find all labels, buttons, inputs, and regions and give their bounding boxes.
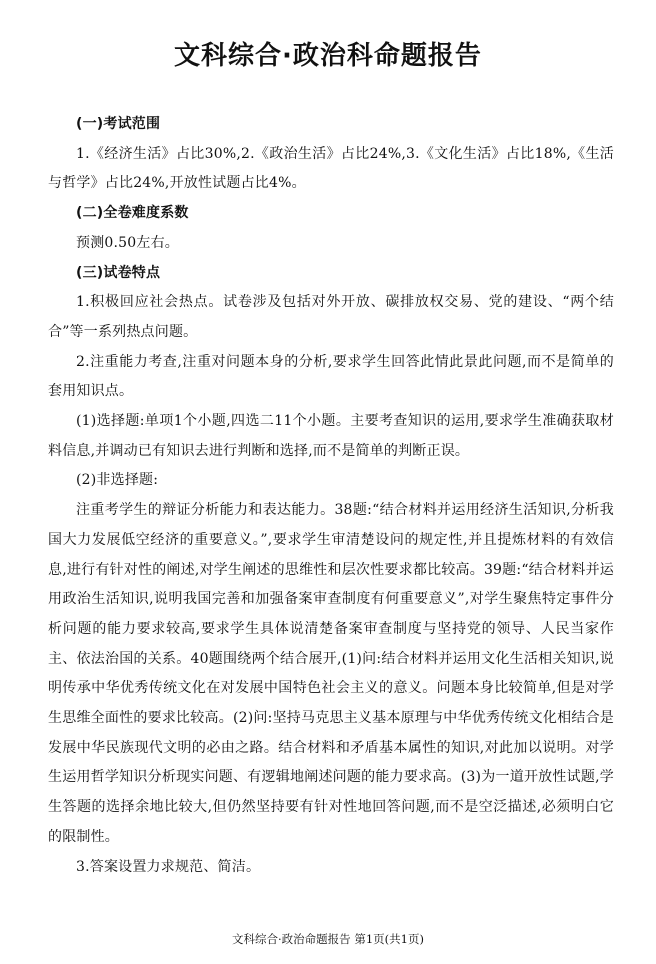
page-title: 文科综合·政治科命题报告 bbox=[174, 41, 482, 71]
report-body bbox=[48, 110, 614, 882]
paragraph-exam-scope: 1.《经济生活》占比30%,2.《政治生活》占比24%,3.《文化生活》占比18%,《生活与哲学》占比24%,开放性试题占比4%。 bbox=[48, 145, 614, 192]
paragraph-answer-setting: 3.答案设置力求规范、简洁。 bbox=[76, 858, 261, 875]
paragraph-difficulty: 预测0.50左右。 bbox=[76, 234, 179, 251]
paragraph-feature-hot-topics: 1.积极回应社会热点。试卷涉及包括对外开放、碳排放权交易、党的建设、“两个结合”等一系列热点问题。 bbox=[48, 294, 614, 340]
paragraph-choice-questions: (1)选择题:单项1个小题,四选二11个小题。主要考查知识的运用,要求学生准确获取材料信息,并调动已有知识去进行判断和选择,而不是简单的判断正误。 bbox=[48, 413, 614, 459]
section-heading-difficulty: (二)全卷难度系数 bbox=[76, 205, 189, 222]
section-heading-features: (三)试卷特点 bbox=[76, 264, 161, 281]
paragraph-nonchoice-label: (2)非选择题: bbox=[76, 472, 159, 489]
section-heading-exam-scope: (一)考试范围 bbox=[76, 116, 161, 132]
paragraph-feature-ability: 2.注重能力考查,注重对问题本身的分析,要求学生回答此情此景此问题,而不是简单的套用知识点。 bbox=[48, 353, 614, 400]
paragraph-nonchoice-details: 注重考学生的辩证分析能力和表达能力。38题:“结合材料并运用经济生活知识,分析我国大力发展低空经济的重要意义。”,要求学生审清楚设问的规定性,并且提炼材料的有效信息,进行有针对性的阐述,对学生阐述的思维性和层次性要求都比较高。39题:“结合材料并运用政治生活知识,说明我国完善和加强备案审查制度有何重要意义”,对学生聚焦特定事件分析问题的能力要求较高,要求学生具体说清楚备案审查制度与坚持党的领导、人民当家作主、依法治国的关系。40题围绕两个结合展开,(1)问:结合材料并运用文化生活相关知识,说明传承中华优秀传统文化在对发展中国特色社会主义的意义。问题本身比较简单,但是对学生思维全面性的要求比较高。(2)问:坚持马克思主义基本原理与中华优秀传统文化相结合是发展中华民族现代文明的必由之路。结合材料和矛盾基本属性的知识,对此加以说明。对学生运用哲学知识分析现实问题、有逻辑地阐述问题的能力要求高。(3)为一道开放性试题,学生答题的选择余地比较大,但仍然坚持要有针对性地回答问题,而不是空泛描述,必须明白它的限制性。 bbox=[48, 502, 614, 845]
page-footer: 文科综合·政治命题报告 第1页(共1页) bbox=[232, 932, 424, 946]
